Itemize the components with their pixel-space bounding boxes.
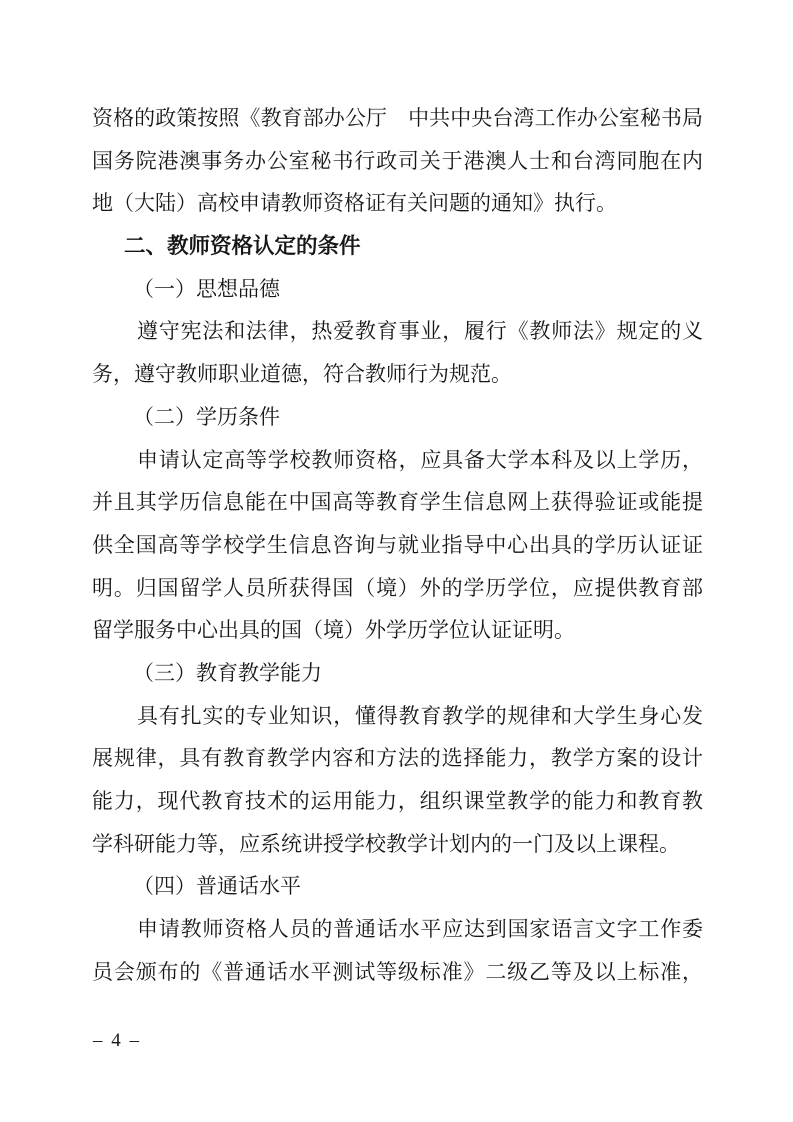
paragraph-line: 供全国高等学校学生信息咨询与就业指导中心出具的学历认证证 — [92, 532, 703, 557]
paragraph-line: 地（大陆）高校申请教师资格证有关问题的通知》执行。 — [92, 191, 617, 216]
paragraph-line: 学科研能力等，应系统讲授学校教学计划内的一门及以上课程。 — [92, 831, 680, 856]
paragraph-line: 明。归国留学人员所获得国（境）外的学历学位，应提供教育部 — [92, 575, 703, 600]
paragraph-line: 遵守宪法和法律，热爱教育事业，履行《教师法》规定的义 — [137, 319, 703, 344]
paragraph-line: 留学服务中心出具的国（境）外学历学位认证证明。 — [92, 618, 575, 643]
paragraph-line: 申请教师资格人员的普通话水平应达到国家语言文字工作委 — [137, 917, 703, 942]
paragraph-line: 具有扎实的专业知识，懂得教育教学的规律和大学生身心发 — [137, 703, 703, 728]
page-number: – 4 – — [93, 1030, 141, 1051]
subsection-heading: （二）学历条件 — [133, 404, 280, 429]
subsection-heading: （一）思想品德 — [133, 276, 280, 301]
paragraph-line: 资格的政策按照《教育部办公厅 中共中央台湾工作办公室秘书局 — [92, 106, 703, 130]
paragraph-line: 务，遵守教师职业道德，符合教师行为规范。 — [92, 362, 512, 387]
subsection-heading: （四）普通话水平 — [133, 874, 301, 899]
section-heading: 二、教师资格认定的条件 — [124, 234, 361, 259]
paragraph-line: 能力，现代教育技术的运用能力，组织课堂教学的能力和教育教 — [92, 789, 703, 813]
paragraph-line: 申请认定高等学校教师资格，应具备大学本科及以上学历， — [137, 447, 703, 472]
paragraph-line: 员会颁布的《普通话水平测试等级标准》二级乙等及以上标准， — [92, 959, 703, 984]
paragraph-line: 展规律，具有教育教学内容和方法的选择能力，教学方案的设计 — [92, 746, 703, 771]
paragraph-line: 并且其学历信息能在中国高等教育学生信息网上获得验证或能提 — [92, 490, 703, 515]
page-content — [92, 97, 703, 993]
paragraph-line: 国务院港澳事务办公室秘书行政司关于港澳人士和台湾同胞在内 — [92, 148, 703, 173]
subsection-heading: （三）教育教学能力 — [133, 660, 322, 685]
